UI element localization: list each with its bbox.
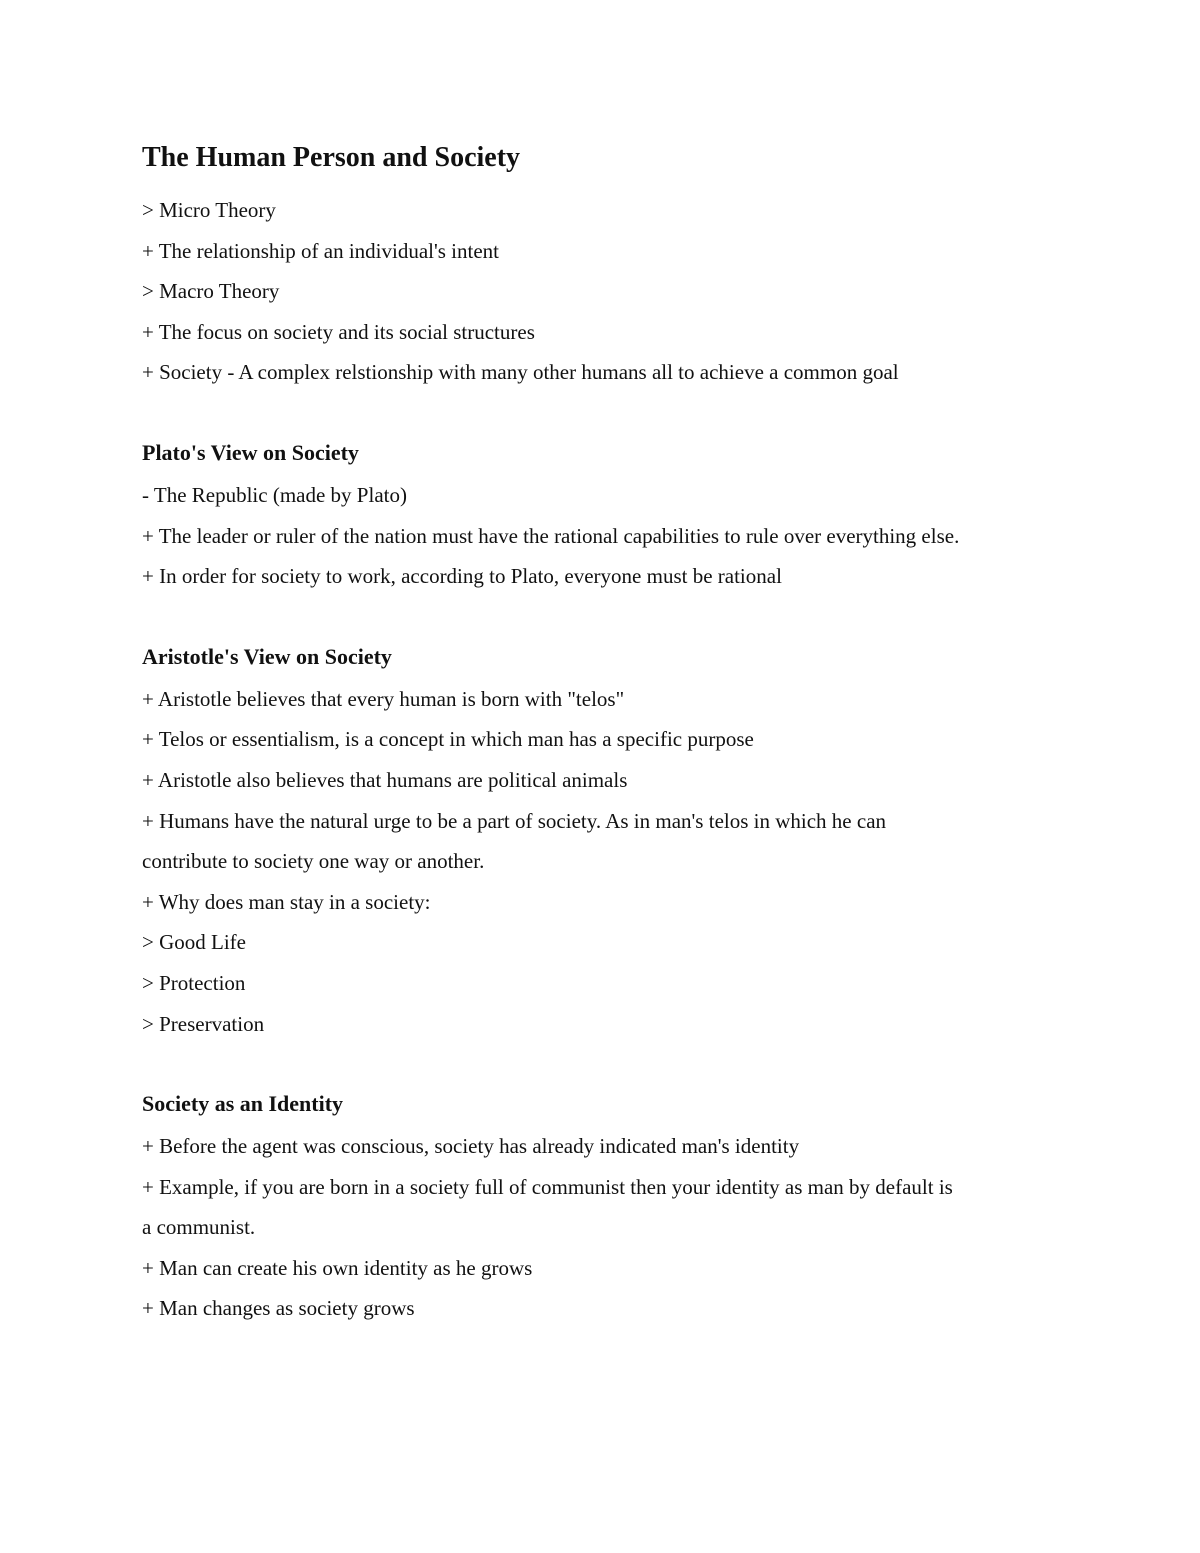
section-line: contribute to society one way or another. (142, 849, 485, 874)
section-line: + In order for society to work, according to Plato, everyone must be rational (142, 564, 782, 589)
section-spacer (142, 393, 1072, 435)
section-line: a communist. (142, 1215, 256, 1240)
section-line: > Protection (142, 970, 246, 995)
section-line: + Aristotle also believes that humans are political animals (142, 767, 628, 792)
section-heading: Plato's View on Society (142, 439, 359, 465)
intro-section (142, 190, 1072, 393)
intro-line: + The relationship of an individual's intent (142, 238, 500, 263)
section-spacer (142, 1044, 1072, 1086)
section-heading: Society as an Identity (142, 1091, 344, 1117)
section-line: + The leader or ruler of the nation must have the rational capabilities to rule over everything else. (142, 523, 960, 548)
plato-section (142, 435, 1072, 597)
section-line: > Good Life (142, 930, 246, 955)
document-body (142, 138, 1072, 1329)
aristotle-section (142, 639, 1072, 1044)
section-spacer (142, 597, 1072, 639)
intro-line: + The focus on society and its social structures (142, 319, 535, 344)
section-line: + Why does man stay in a society: (142, 889, 431, 914)
section-line: - The Republic (made by Plato) (142, 482, 407, 507)
section-line: + Man can create his own identity as he grows (142, 1255, 533, 1280)
section-line: > Preservation (142, 1011, 265, 1036)
section-heading: Aristotle's View on Society (142, 643, 392, 669)
section-line: + Telos or essentialism, is a concept in which man has a specific purpose (142, 727, 754, 752)
page-title: The Human Person and Society (142, 142, 521, 173)
intro-line: + Society - A complex relstionship with many other humans all to achieve a common goal (142, 360, 899, 385)
intro-line: > Macro Theory (142, 279, 280, 304)
intro-line: > Micro Theory (142, 198, 276, 222)
section-line: + Aristotle believes that every human is born with "telos" (142, 686, 625, 711)
section-line: + Example, if you are born in a society full of communist then your identity as man by default is (142, 1174, 953, 1199)
identity-section (142, 1086, 1072, 1329)
section-line: + Man changes as society grows (142, 1296, 415, 1321)
section-line: + Humans have the natural urge to be a part of society. As in man's telos in which he can (142, 808, 887, 833)
section-line: + Before the agent was conscious, society has already indicated man's identity (142, 1134, 800, 1159)
